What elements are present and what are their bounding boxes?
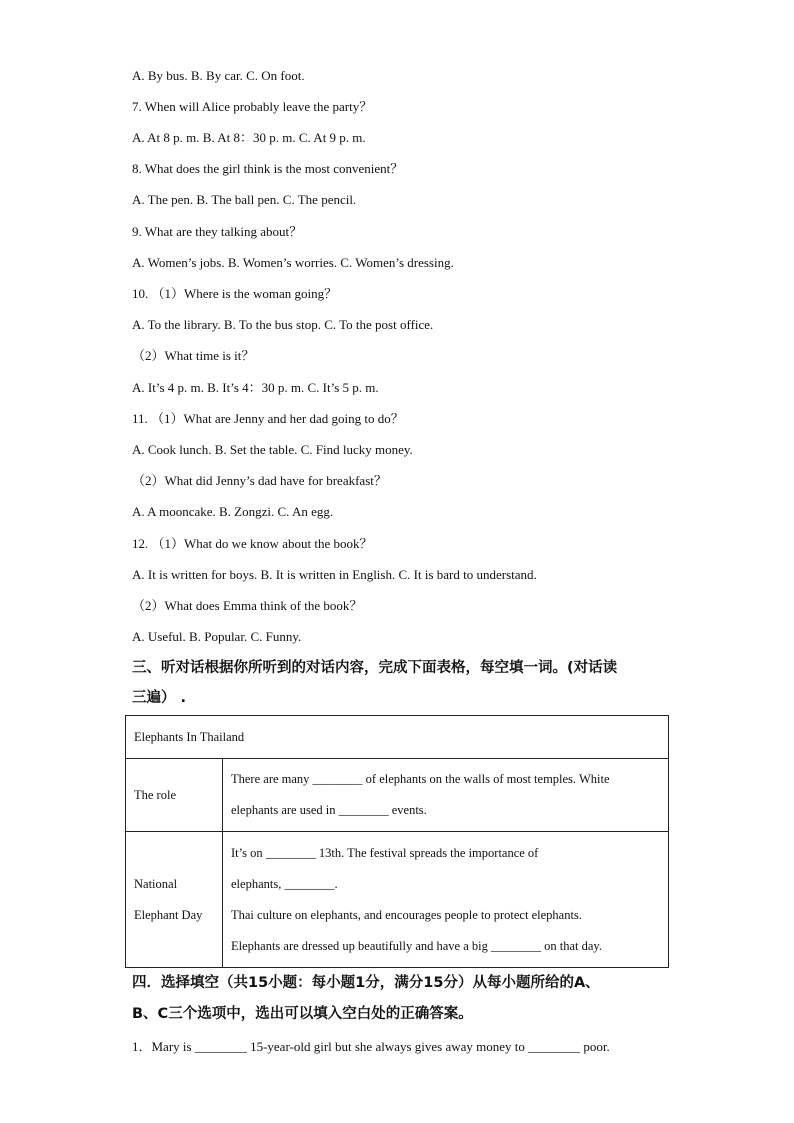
table-title-row — [126, 716, 669, 759]
question-9: 9. What are they talking about？ — [132, 224, 303, 239]
question-8: 8. What does the girl think is the most convenient？ — [132, 161, 404, 176]
question-10-2: （2）What time is it？ — [132, 348, 255, 363]
question-8-options: A. The pen. B. The ball pen. C. The pencil. — [132, 192, 357, 207]
section-4-heading-line2: B、C三个选项中，选出可以填入空白处的正确答案。 — [132, 1006, 473, 1022]
role-line-2: elephants are used in ________ events. — [231, 803, 427, 817]
question-7: 7. When will Alice probably leave the party？ — [132, 99, 373, 114]
question-6-options: A. By bus. B. By car. C. On foot. — [132, 68, 305, 83]
question-12-1-options: A. It is written for boys. B. It is written in English. C. It is bard to understand. — [132, 567, 537, 582]
row-content-role — [223, 759, 669, 832]
section-4-heading-line1: 四．选择填空（共15小题：每小题1分，满分15分）从每小题所给的A、 — [132, 975, 600, 991]
question-11-1-options: A. Cook lunch. B. Set the table. C. Find lucky money. — [132, 442, 413, 457]
question-11-1: 11. （1）What are Jenny and her dad going to do？ — [132, 411, 404, 426]
row-label-role: The role — [126, 759, 223, 832]
question-9-options: A. Women’s jobs. B. Women’s worries. C. Women’s dressing. — [132, 255, 454, 270]
elephants-table — [125, 715, 669, 968]
row-label-elephant-day-line-1: National — [134, 876, 178, 891]
elephant-day-line-1: It’s on ________ 13th. The festival spreads the importance of — [231, 845, 539, 860]
role-line-1: There are many ________ of elephants on the walls of most temples. White — [231, 772, 610, 786]
question-11-2: （2）What did Jenny’s dad have for breakfast？ — [132, 473, 387, 488]
row-content-elephant-day — [223, 832, 669, 968]
elephant-day-line-2: elephants, ________. — [231, 876, 338, 891]
table-row-role — [126, 759, 669, 832]
question-10-2-options: A. It’s 4 p. m. B. It’s 4：30 p. m. C. It’s 5 p. m. — [132, 380, 379, 395]
question-12-2: （2）What does Emma think of the book？ — [132, 598, 363, 613]
question-7-options: A. At 8 p. m. B. At 8：30 p. m. C. At 9 p. m. — [132, 130, 366, 145]
question-10-1: 10. （1）Where is the woman going？ — [132, 286, 338, 301]
row-label-elephant-day-line-2: Elephant Day — [134, 907, 203, 922]
section-3-heading-line2: 三遍） . — [132, 690, 187, 706]
table-title: Elephants In Thailand — [126, 716, 669, 759]
question-10-1-options: A. To the library. B. To the bus stop. C. To the post office. — [132, 317, 434, 332]
section-3-heading-line1: 三、听对话根据你所听到的对话内容，完成下面表格，每空填一词。(对话读 — [132, 660, 618, 676]
elephant-day-line-3: Thai culture on elephants, and encourages people to protect elephants. — [231, 907, 582, 922]
section-4-question-1: 1．Mary is ________ 15-year-old girl but she always gives away money to ________ poor. — [132, 1039, 610, 1054]
table-row-elephant-day — [126, 832, 669, 968]
question-12-1: 12. （1）What do we know about the book？ — [132, 536, 373, 551]
question-12-2-options: A. Useful. B. Popular. C. Funny. — [132, 629, 302, 644]
elephant-day-line-4: Elephants are dressed up beautifully and have a big ________ on that day. — [231, 938, 602, 953]
row-label-elephant-day — [126, 832, 223, 968]
question-11-2-options: A. A mooncake. B. Zongzi. C. An egg. — [132, 504, 334, 519]
